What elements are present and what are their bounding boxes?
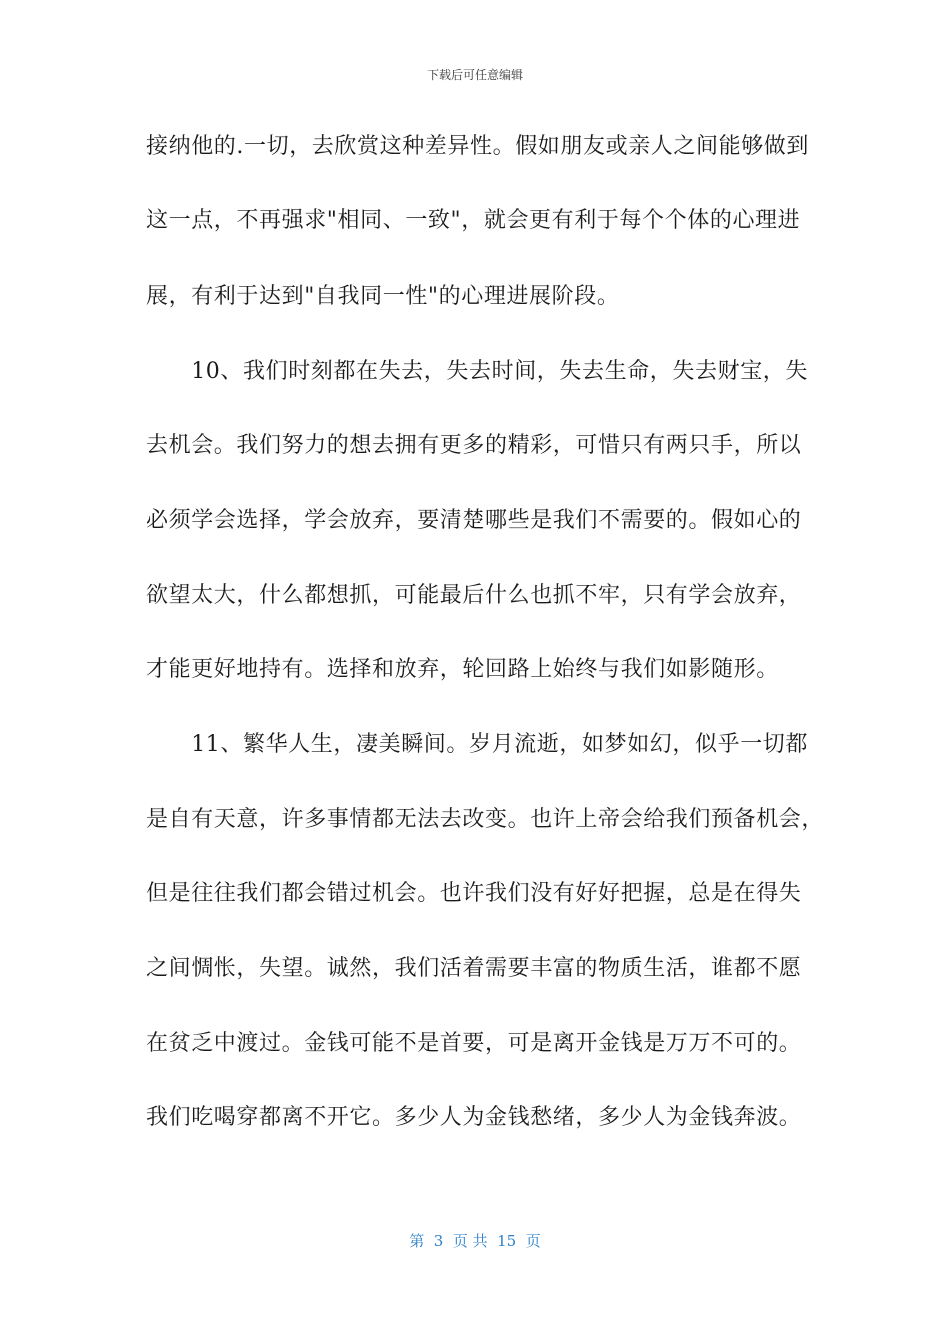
body-line: 接纳他的.一切，去欣赏这种差异性。假如朋友或亲人之间能够做到 (146, 134, 809, 159)
body-line: 去机会。我们努力的想去拥有更多的精彩，可惜只有两只手，所以 (146, 433, 802, 458)
body-line: 在贫乏中渡过。金钱可能不是首要，可是离开金钱是万万不可的。 (146, 1031, 802, 1056)
body-line: 欲望太大，什么都想抓，可能最后什么也抓不牢，只有学会放弃， (146, 583, 802, 608)
body-line: 我们吃喝穿都离不开它。多少人为金钱愁绪，多少人为金钱奔波。 (146, 1105, 802, 1130)
body-line: 必须学会选择，学会放弃，要清楚哪些是我们不需要的。假如心的 (146, 508, 802, 533)
body-line: 10、我们时刻都在失去，失去时间，失去生命，失去财宝，失 (146, 359, 808, 384)
body-line: 这一点，不再强求"相同、一致"，就会更有利于每个个体的心理进 (146, 208, 801, 233)
body-line: 展，有利于达到"自我同一性"的心理进展阶段。 (146, 284, 620, 309)
body-line: 11、繁华人生，凄美瞬间。岁月流逝，如梦如幻，似乎一切都 (146, 732, 808, 757)
body-line: 但是往往我们都会错过机会。也许我们没有好好把握，总是在得失 (146, 881, 802, 906)
body-line: 是自有天意，许多事情都无法去改变。也许上帝会给我们预备机会， (146, 807, 825, 832)
body-line: 之间惆怅，失望。诚然，我们活着需要丰富的物质生活，谁都不愿 (146, 956, 802, 981)
page-header: 下载后可任意编辑 (426, 68, 523, 82)
page-number-footer: 第 3 页 共 15 页 (409, 1232, 541, 1250)
body-line: 才能更好地持有。选择和放弃，轮回路上始终与我们如影随形。 (146, 657, 779, 682)
